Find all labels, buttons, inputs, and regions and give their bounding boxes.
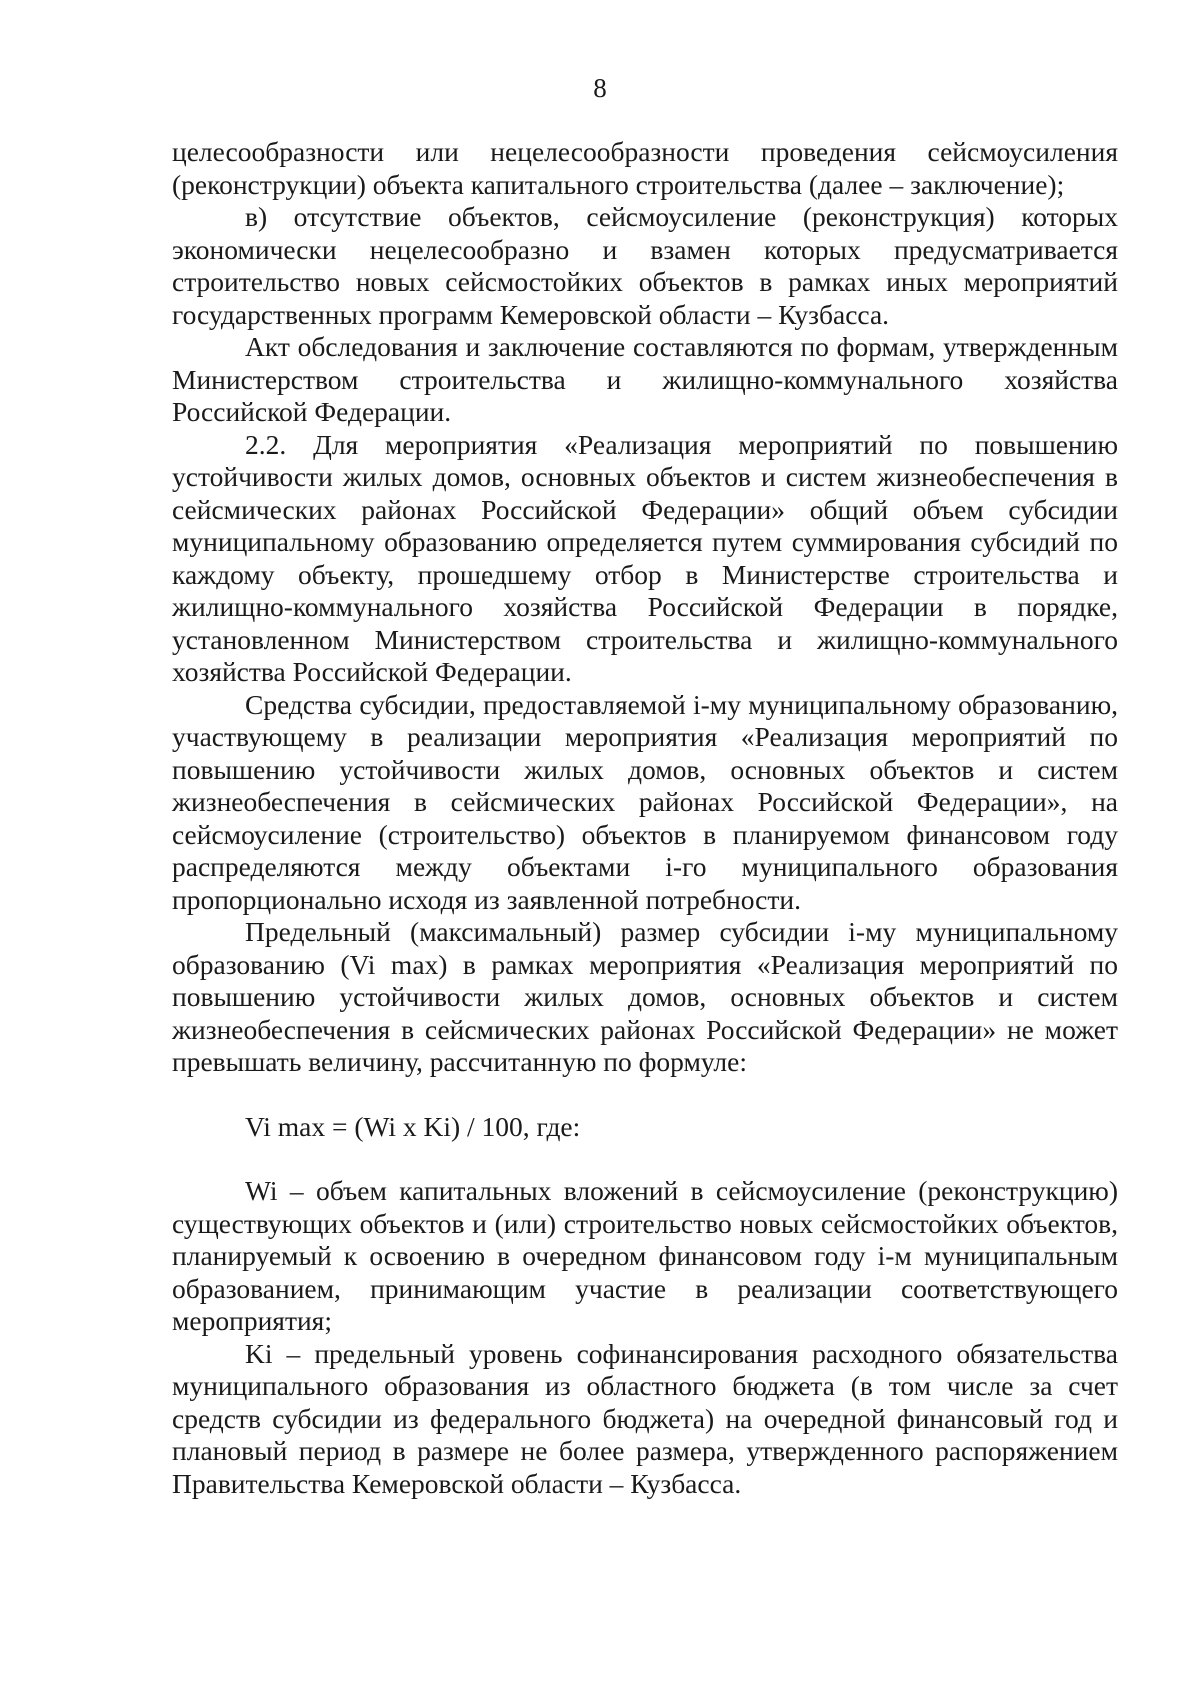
document-body — [172, 136, 1118, 1500]
paragraph-max-subsidy: Предельный (максимальный) размер субсидии i-му муниципальному образованию (Vi max) в рамках мероприятия «Реализация мероприятий по повышению устойчивости жилых домов, основных объектов и систем жизнеобеспечения в сейсмических районах Российской Федерации» не может превышать величину, рассчитанную по формуле: — [172, 916, 1118, 1077]
paragraph-continuation: целесообразности или нецелесообразности проведения сейсмоусиления (реконструкции) объекта капитального строительства (далее – заключение); — [172, 136, 1118, 200]
paragraph-subsidy-distribution: Средства субсидии, предоставляемой i-му муниципальному образованию, участвующему в реализации мероприятия «Реализация мероприятий по повышению устойчивости жилых домов, основных объектов и систем жизнеобеспечения в сейсмических районах Российской Федерации», на сейсмоусиление (строительство) объектов в планируемом финансовом году распределяются между объектами i-го муниципального образования пропорционально исходя из заявленной потребности. — [172, 688, 1118, 915]
paragraph-item-v: в) отсутствие объектов, сейсмоусиление (реконструкция) которых экономически нецелесообразно и взамен которых предусматривается строительство новых сейсмостойких объектов в рамках иных мероприятий государственных программ Кемеровской области – Кузбасса. — [172, 201, 1118, 330]
paragraph-ki-definition: Ki – предельный уровень софинансирования расходного обязательства муниципального образования из областного бюджета (в том числе за счет средств субсидии из федерального бюджета) на очередной финансовый год и плановый период в размере не более размера, утвержденного распоряжением Правительства Кемеровской области – Кузбасса. — [172, 1337, 1118, 1499]
paragraph-act-forms: Акт обследования и заключение составляются по формам, утвержденным Министерством строительства и жилищно-коммунального хозяйства Российской Федерации. — [172, 331, 1118, 427]
paragraph-wi-definition: Wi – объем капитальных вложений в сейсмоусиление (реконструкцию) существующих объектов и (или) строительство новых сейсмостойких объектов, планируемый к освоению в очередном финансовом году i-м муниципальным образованием, принимающим участие в реализации соответствующего мероприятия; — [172, 1175, 1118, 1336]
paragraph-section-2-2: 2.2. Для мероприятия «Реализация мероприятий по повышению устойчивости жилых домов, основных объектов и систем жизнеобеспечения в сейсмических районах Российской Федерации» общий объем субсидии муниципальному образованию определяется путем суммирования субсидий по каждому объекту, прошедшему отбор в Министерстве строительства и жилищно-коммунального хозяйства Российской Федерации в порядке, установленном Министерством строительства и жилищно-коммунального хозяйства Российской Федерации. — [172, 428, 1118, 687]
page-number: 8 — [593, 73, 607, 103]
formula-vi-max: Vi max = (Wi x Ki) / 100, где: — [245, 1110, 581, 1142]
